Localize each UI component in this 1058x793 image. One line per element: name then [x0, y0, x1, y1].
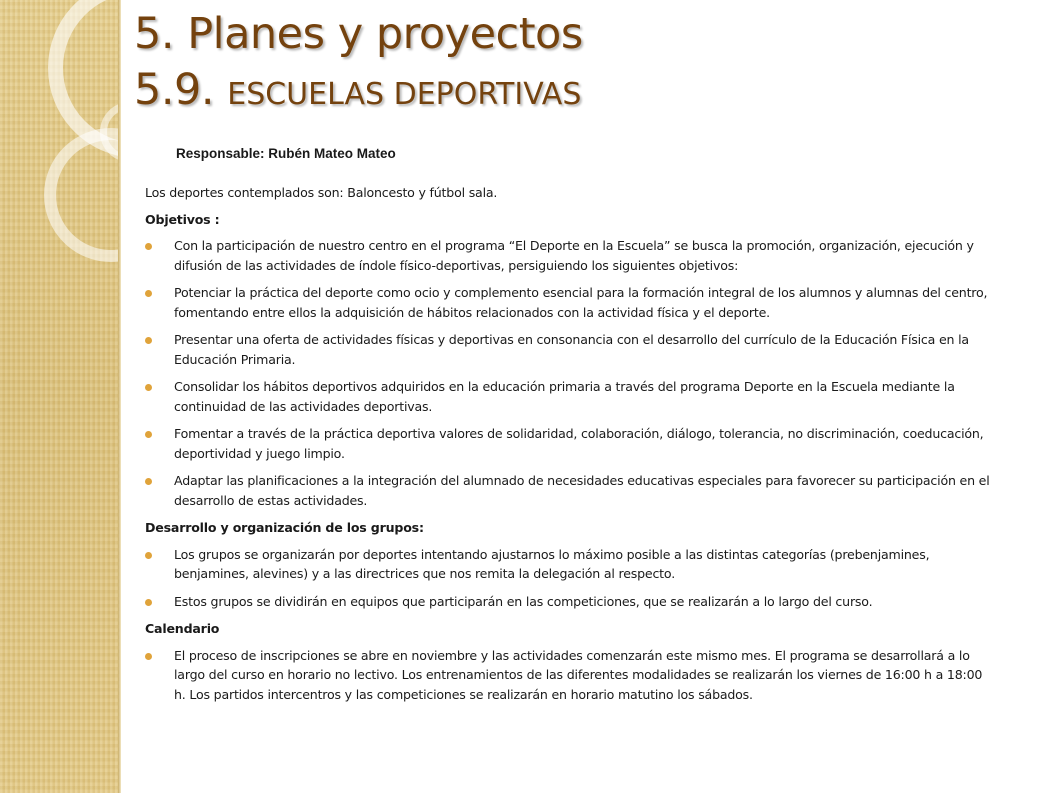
- slide-title: [134, 6, 583, 123]
- desarrollo-list: [145, 545, 993, 612]
- section-heading-objetivos: Objetivos :: [145, 211, 220, 227]
- slide-content: [145, 183, 993, 712]
- list-item: Fomentar a través de la práctica deportiva valores de solidaridad, colaboración, diálogo, tolerancia, no discriminación, coeducación, deportividad y juego limpio.: [145, 424, 993, 463]
- decorative-side-panel: [0, 0, 118, 793]
- bullet-icon: [145, 337, 152, 344]
- objetivos-list: [145, 236, 993, 510]
- title-section-number: 5.9.: [134, 65, 228, 115]
- list-item: Los grupos se organizarán por deportes intentando ajustarnos lo máximo posible a las distintas categorías (prebenjamines, benjamines, alevines) y a las directrices que nos remita la delegación al respecto.: [145, 545, 993, 584]
- list-item: Adaptar las planificaciones a la integración del alumnado de necesidades educativas especiales para favorecer su participación en el desarrollo de estas actividades.: [145, 471, 993, 510]
- bullet-icon: [145, 478, 152, 485]
- section-heading-calendario: Calendario: [145, 621, 220, 636]
- list-item: El proceso de inscripciones se abre en noviembre y las actividades comenzarán este mismo mes. El programa se desarrollará a lo largo del curso en horario no lectivo. Los entrenamientos de las diferentes modalidades se realizarán los viernes de 16:00 h a 18:00 h. Los partidos intercentros y las competiciones se realizarán en horario matutino los sábados.: [145, 646, 993, 705]
- list-item: Consolidar los hábitos deportivos adquiridos en la educación primaria a través del programa Deporte en la Escuela mediante la continuidad de las actividades deportivas.: [145, 377, 993, 416]
- calendario-list: [145, 646, 993, 705]
- list-item: Estos grupos se dividirán en equipos que participarán en las competiciones, que se realizarán a lo largo del curso.: [145, 592, 993, 612]
- bullet-icon: [145, 243, 152, 250]
- section-heading-desarrollo: Desarrollo y organización de los grupos:: [145, 520, 424, 535]
- intro-text: Los deportes contemplados son: Baloncesto y fútbol sala.: [145, 185, 498, 200]
- bullet-icon: [145, 290, 152, 297]
- bullet-icon: [145, 431, 152, 438]
- bullet-icon: [145, 552, 152, 559]
- bullet-icon: [145, 384, 152, 391]
- title-section-name: ESCUELAS DEPORTIVAS: [227, 77, 582, 112]
- title-line-2: [134, 62, 583, 123]
- title-line-1: 5. Planes y proyectos: [134, 9, 583, 59]
- bullet-icon: [145, 599, 152, 606]
- list-item: Presentar una oferta de actividades físicas y deportivas en consonancia con el desarrollo del currículo de la Educación Física en la Educación Primaria.: [145, 330, 993, 369]
- panel-edge: [118, 0, 121, 793]
- bullet-icon: [145, 653, 152, 660]
- responsable-label: Responsable: Rubén Mateo Mateo: [176, 146, 396, 161]
- list-item: Con la participación de nuestro centro en el programa “El Deporte en la Escuela” se busca la promoción, organización, ejecución y difusión de las actividades de índole físico-deportivas, persiguiendo los siguientes objetivos:: [145, 236, 993, 275]
- list-item: Potenciar la práctica del deporte como ocio y complemento esencial para la formación integral de los alumnos y alumnas del centro, fomentando entre ellos la adquisición de hábitos relacionados con la actividad física y el deporte.: [145, 283, 993, 322]
